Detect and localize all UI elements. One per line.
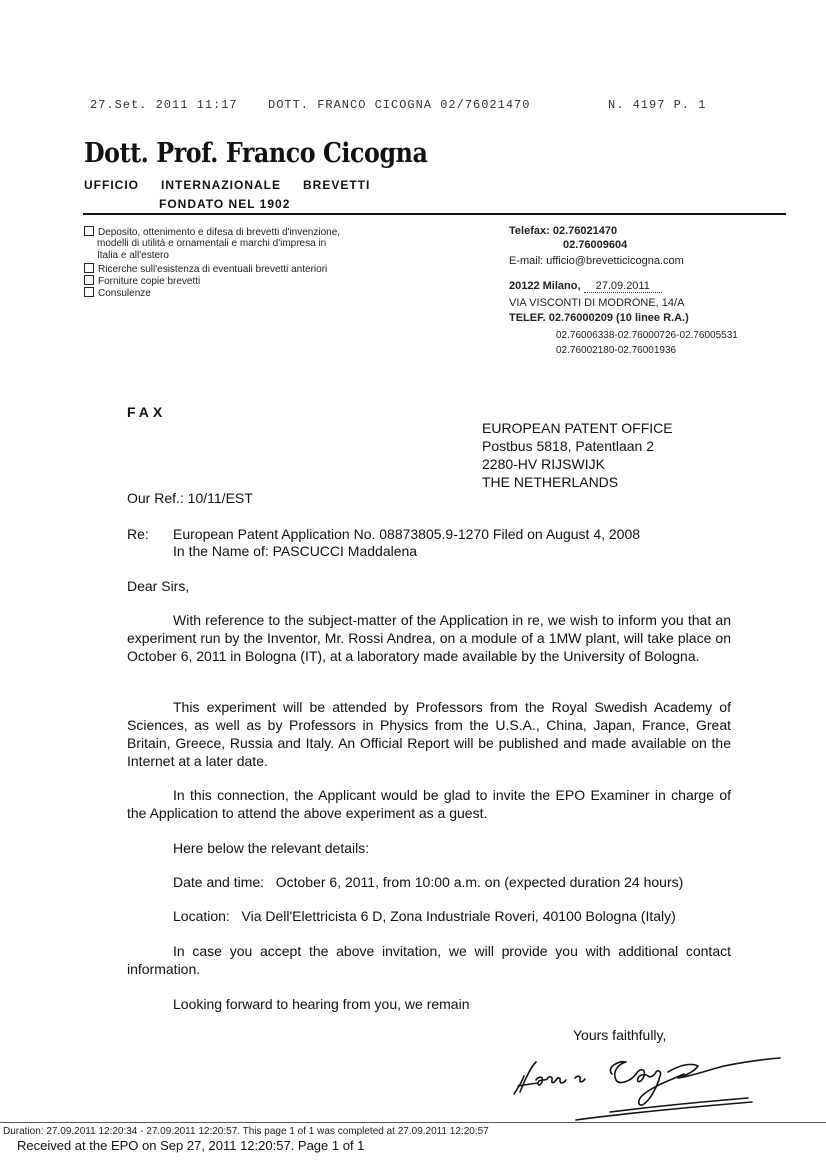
recipient-line: Postbus 5818, Patentlaan 2 [482,438,655,454]
closing: Yours faithfully, [573,1027,667,1043]
service-item: Consulenze [84,287,151,300]
telefax-2: 02.76009604 [563,239,628,251]
subtitle-word-3: BREVETTI [303,178,371,192]
fax-sender: DOTT. FRANCO CICOGNA 02/76021470 [268,98,531,112]
date-time-value: October 6, 2011, from 10:00 a.m. on (expected duration 24 hours) [275,874,684,890]
founded-line: FONDATO NEL 1902 [159,197,291,211]
letter-date: 27.09.2011 [584,280,662,293]
checkbox-icon [84,275,94,285]
received-stamp: Received at the EPO on Sep 27, 2011 12:20:57. Page 1 of 1 [17,1138,365,1153]
phones-line-2: 02.76002180-02.76001936 [556,345,677,356]
service-item-cont: modelli di utilità e ornamentali e marchi d'impresa in [97,238,327,249]
re-label: Re: [127,526,149,542]
date-time-label: Date and time: [173,874,265,890]
subtitle-word-1: UFFICIO [84,178,139,192]
phones-line-1: 02.76006338-02.76000726-02.76005531 [556,330,738,341]
paragraph-5: In case you accept the above invitation, we will provide you with additional contact information. [127,943,731,977]
paragraph-4: Here below the relevant details: [173,840,370,856]
signature [500,1050,790,1125]
recipient-line: THE NETHERLANDS [482,474,619,490]
salutation: Dear Sirs, [127,578,190,594]
subtitle-word-2: INTERNAZIONALE [161,178,281,192]
checkbox-icon [84,287,94,297]
transmission-duration: Duration: 27.09.2011 12:20:34 - 27.09.2011 12:20:57. This page 1 of 1 was completed at 27.09.2011 12:20:57 [3,1126,489,1137]
checkbox-icon [84,263,94,273]
service-item: Forniture copie brevetti [84,275,200,288]
paragraph-6: Looking forward to hearing from you, we remain [173,996,470,1012]
fax-datetime: 27.Set. 2011 11:17 [90,98,238,112]
email-line: E-mail: ufficio@brevetticicogna.com [509,255,684,267]
city-date-line: 20122 Milano, 27.09.2011 [509,280,662,292]
fax-page: N. 4197 P. 1 [608,98,707,112]
service-item: Deposito, ottenimento e difesa di brevetti d'invenzione, [84,226,340,239]
recipient-line: 2280-HV RIJSWIJK [482,456,605,472]
service-item: Ricerche sull'esistenza di eventuali brevetti anteriori [84,263,327,276]
address-line: VIA VISCONTI DI MODRONE, 14/A [509,297,685,309]
date-time-line [173,873,683,891]
header-rule [83,213,786,215]
location-line [173,907,676,925]
re-line-1: European Patent Application No. 08873805.9-1270 Filed on August 4, 2008 [173,526,641,542]
fax-label: FAX [127,404,167,420]
our-reference: Our Ref.: 10/11/EST [127,490,253,506]
service-item-cont: Italia e all'estero [97,250,169,261]
paragraph-3: In this connection, the Applicant would be glad to invite the EPO Examiner in charge of the Application to attend the above experiment as a guest. [127,787,731,821]
recipient-line: EUROPEAN PATENT OFFICE [482,420,673,436]
paragraph-1: With reference to the subject-matter of the Application in re, we wish to inform you that an experiment run by the Inventor, Mr. Rossi Andrea, on a module of a 1MW plant, will take place on October 6, 2011 in Bologna (IT), at a laboratory made available by the University of Bologna. [127,612,731,664]
location-value: Via Dell'Elettricista 6 D, Zona Industriale Roveri, 40100 Bologna (Italy) [241,908,676,924]
paragraph-2: This experiment will be attended by Professors from the Royal Swedish Academy of Sciences, as well as by Professors in Physics from the U.S.A., China, Japan, France, Great Britain, Greece, Russia and Italy. An Official Report will be published and made available on the Internet at a later date. [127,699,731,769]
telephone-line: TELEF. 02.76000209 (10 linee R.A.) [509,312,689,324]
re-line-2: In the Name of: PASCUCCI Maddalena [173,543,418,559]
recipient-address [482,419,673,491]
location-label: Location: [173,908,230,924]
telefax-line: Telefax: 02.76021470 [509,225,618,237]
checkbox-icon [84,226,94,236]
footer-rule [0,1122,826,1123]
firm-name: Dott. Prof. Franco Cicogna [84,138,428,169]
